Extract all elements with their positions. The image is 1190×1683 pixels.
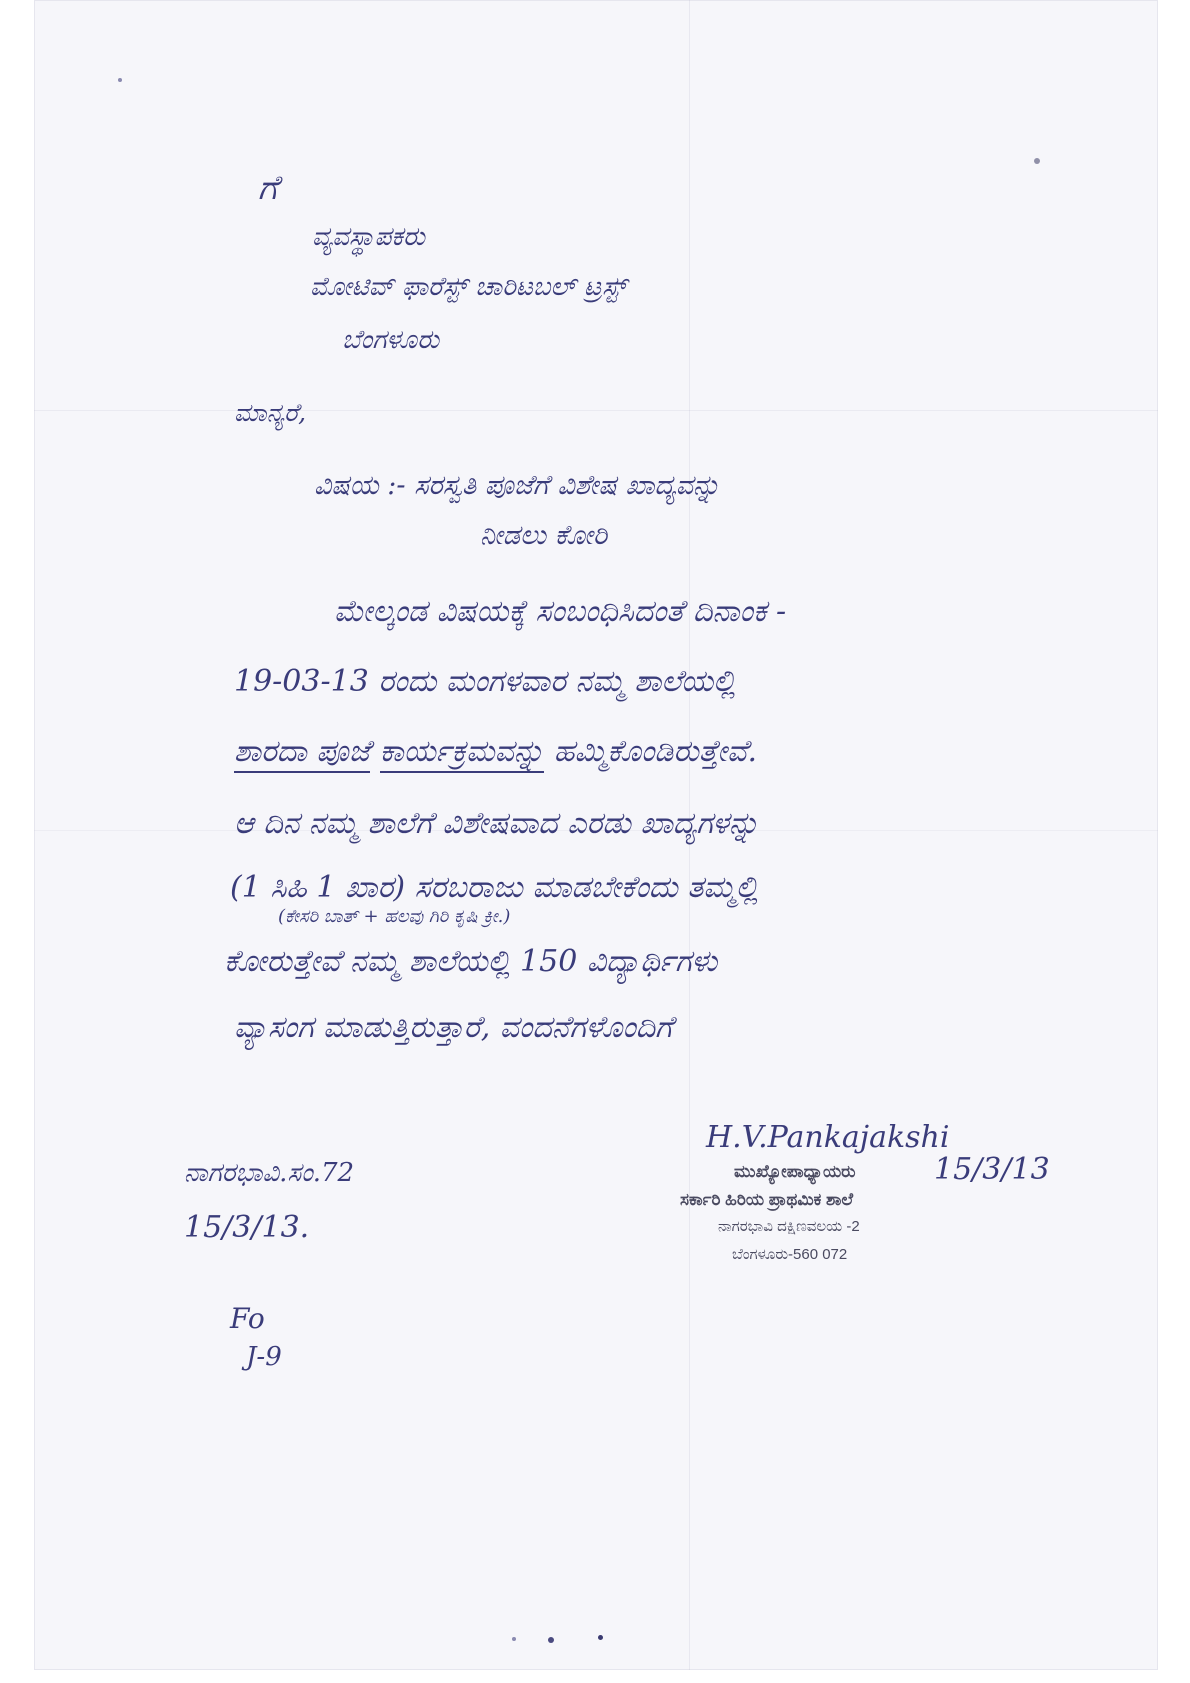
body-line-7: ವ್ಯಾಸಂಗ ಮಾಡುತ್ತಿರುತ್ತಾರೆ, ವಂದನೆಗಳೊಂದಿಗೆ — [234, 1010, 673, 1045]
body-line-4: ಆ ದಿನ ನಮ್ಮ ಶಾಲೆಗೆ ವಿಶೇಷವಾದ ಎರಡು ಖಾದ್ಯಗಳನ್ನು — [234, 806, 760, 841]
signature: H.V.Pankajakshi — [706, 1120, 950, 1155]
paper-speck — [118, 78, 122, 82]
body-line-6: ಕೋರುತ್ತೇವೆ ನಮ್ಮ ಶಾಲೆಯಲ್ಲಿ 150 ವಿದ್ಯಾರ್ಥಿಗಳು — [224, 944, 718, 979]
fold-crease — [34, 410, 1158, 411]
stamp-designation: ಮುಖ್ಯೋಪಾಧ್ಯಾಯರು — [734, 1162, 856, 1181]
paper-speck — [1034, 158, 1040, 164]
body-line-1: ಮೇಲ್ಕಂಡ ವಿಷಯಕ್ಕೆ ಸಂಬಂಧಿಸಿದಂತೆ ದಿನಾಂಕ - — [334, 594, 787, 629]
body-line-5: (1 ಸಿಹಿ 1 ಖಾರ) ಸರಬರಾಜು ಮಾಡಬೇಕೆಂದು ತಮ್ಮಲ್ಲಿ — [230, 870, 759, 905]
reference-number: ನಾಗರಭಾವಿ.ಸಂ.72 — [184, 1158, 355, 1188]
subject-line1: ವಿಷಯ :- ಸರಸ್ವತಿ ಪೂಜೆಗೆ ವಿಶೇಷ ಖಾದ್ಯವನ್ನು — [314, 470, 721, 501]
body-line-3 — [234, 734, 757, 769]
body-interlinear-note: (ಕೇಸರಿ ಬಾತ್ + ಹಲವು ಗಿರಿ ಕೃಷಿ ಕ್ರೀ.) — [278, 906, 511, 927]
salutation-to: ಗೆ — [258, 168, 278, 208]
recipient-line1: ವ್ಯವಸ್ಥಾಪಕರು — [312, 222, 425, 252]
greeting: ಮಾನ್ಯರೆ, — [234, 398, 307, 427]
stamp-address: ನಾಗರಭಾವಿ ದಕ್ಷಿಣವಲಯ -2 — [718, 1218, 860, 1235]
underlined-phrase: ಕಾರ್ಯಕ್ರಮವನ್ನು — [380, 734, 545, 773]
recipient-line2: ಮೋಟಿವ್ ಫಾರೆಸ್ಟ್ ಚಾರಿಟಬಲ್ ಟ್ರಸ್ಟ್ — [310, 272, 627, 302]
letter-page — [34, 0, 1158, 1670]
body-line-3-rest: ಕಾರ್ಯಕ್ರಮವನ್ನು ಹಮ್ಮಿಕೊಂಡಿರುತ್ತೇವೆ. — [380, 734, 757, 773]
recipient-line3: ಬೆಂಗಳೂರು — [342, 325, 440, 355]
stamp-school-name: ಸರ್ಕಾರಿ ಹಿರಿಯ ಪ್ರಾಥಮಿಕ ಶಾಲೆ — [680, 1190, 854, 1209]
footnote-line1: Fo — [230, 1302, 265, 1335]
stamp-city-pin: ಬೆಂಗಳೂರು-560 072 — [732, 1246, 848, 1263]
footnote-line2: J-9 — [246, 1342, 282, 1372]
paper-speck — [548, 1637, 554, 1643]
signature-date: 15/3/13 — [934, 1152, 1050, 1187]
paper-speck — [512, 1637, 516, 1641]
subject-line2: ನೀಡಲು ಕೋರಿ — [480, 520, 608, 551]
body-line-2: 19-03-13 ರಂದು ಮಂಗಳವಾರ ನಮ್ಮ ಶಾಲೆಯಲ್ಲಿ — [234, 664, 736, 699]
reference-date: 15/3/13. — [184, 1210, 310, 1245]
paper-speck — [598, 1635, 603, 1640]
underlined-phrase: ಶಾರದಾ ಪೂಜೆ — [234, 734, 370, 773]
